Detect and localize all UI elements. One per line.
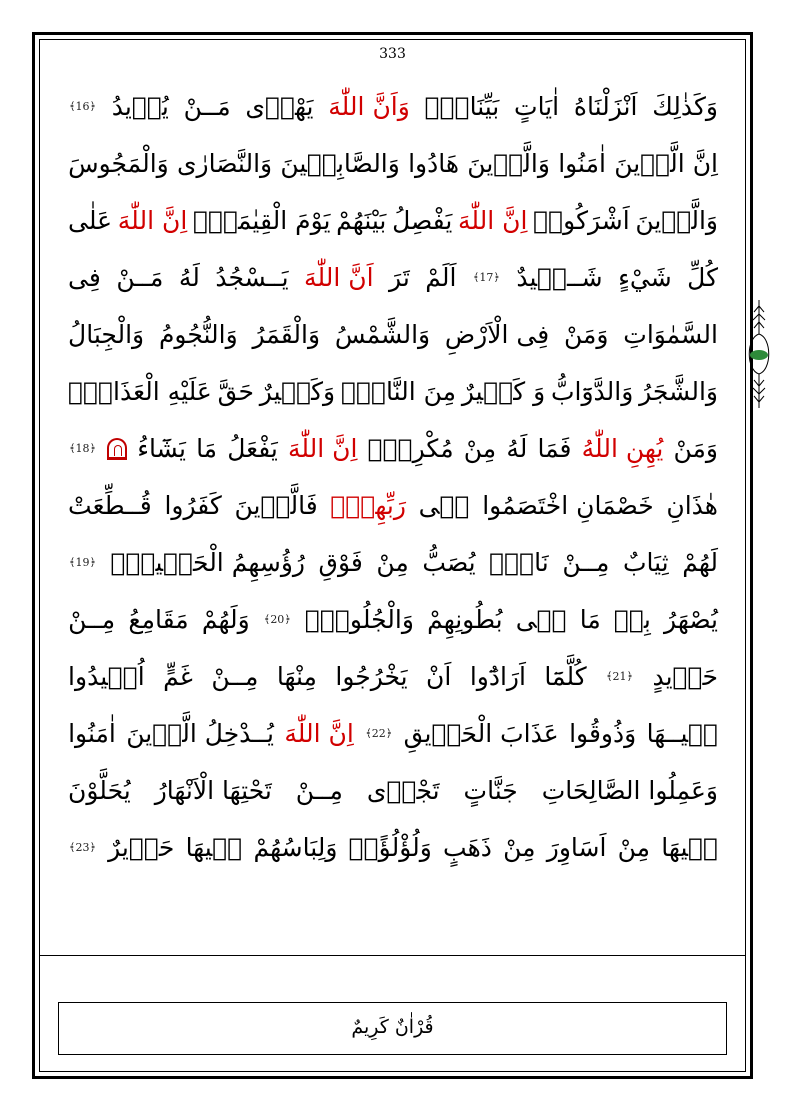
text-line (68, 591, 718, 648)
text-line (68, 420, 718, 477)
word: اَسَاوِرَ (546, 833, 607, 862)
word: وَ كَثٖيرٌ (461, 377, 546, 406)
word: يَفْعَلُ (227, 434, 278, 463)
text-line (68, 705, 718, 762)
word: مِنْهَا (276, 662, 317, 691)
word: بِهٖ (613, 605, 651, 634)
divine-name: وَاَنَّ اللّٰهَ (328, 92, 410, 121)
word: مِنَ النَّاسِۜ (340, 377, 457, 406)
word: وَالدَّوَٓابُّ (550, 377, 634, 406)
word: مِنْ (376, 548, 409, 577)
word: وَالشَّمْسُ (334, 320, 431, 349)
word: غَمٍّ (163, 662, 193, 691)
word: ثِيَابٌ (622, 548, 669, 577)
text-line (68, 534, 718, 591)
word: يُصْهَرُ (664, 605, 718, 634)
word: وَعَمِلُوا الصَّالِحَاتِ (541, 776, 718, 805)
word: فَمَا (537, 434, 572, 463)
word: عَذَابَ الْحَرٖيقِ (403, 719, 559, 748)
word: يُــدْخِلُ الَّذٖينَ (126, 719, 274, 748)
word: حَدٖيدٍ (652, 662, 718, 691)
word: مِــنْ (562, 548, 610, 577)
word: اِنَّ الَّذٖينَ (614, 149, 718, 178)
word: يَفْصِلُ (392, 206, 453, 235)
word: وَالْجِبَالُ (68, 320, 145, 349)
text-line (68, 135, 718, 192)
divine-name: يُهِنِ اللّٰهُ (581, 434, 664, 463)
text-line (68, 363, 718, 420)
word: لَهُ (506, 434, 528, 463)
word: وَالْمَجُوسَ (68, 149, 169, 178)
word: اٰمَنُوا (68, 719, 116, 748)
word: وَالشَّجَرُ (639, 377, 718, 406)
divine-name: اَنَّ اللّٰهَ (304, 263, 374, 292)
word: كَفَرُوا (164, 491, 222, 520)
word: مَــنْ (183, 92, 231, 121)
word: وَلِبَاسُهُمْ (253, 833, 338, 862)
ayah-number-marker: ﴿23﴾ (69, 841, 96, 854)
word: تَحْتِهَا الْاَنْهَارُ (154, 776, 272, 805)
divine-name: اِنَّ اللّٰهَ (457, 206, 528, 235)
page-number: 333 (379, 46, 406, 62)
word: مِنْ (463, 434, 497, 463)
word: هَادُوا (408, 149, 460, 178)
word: يَــسْجُدُ (215, 263, 289, 292)
ayah-number-marker: ﴿17﴾ (472, 271, 500, 284)
word: عَلٰى (68, 206, 113, 235)
word: وَمَنْ (563, 320, 609, 349)
word: وَالصَّابِئٖينَ (280, 149, 400, 178)
word: مِــنْ (295, 776, 343, 805)
text-line (68, 477, 718, 534)
word: جَنَّاتٍ (463, 776, 518, 805)
word: بُطُونِهِمْ (427, 605, 503, 634)
text-line (68, 306, 718, 363)
ayah-number-marker: ﴿21﴾ (606, 670, 633, 683)
word: رُؤُسِهِمُ الْحَمٖيمُۚ (110, 548, 305, 577)
word: لَهُمْ (682, 548, 718, 577)
word: نَارٍۜ (489, 548, 549, 577)
word: مَا (579, 605, 601, 634)
word: وَالَّذٖينَ (635, 206, 718, 235)
word: وَكَثٖيرٌ (259, 377, 336, 406)
word: يُحَلَّوْنَ (68, 776, 131, 805)
word: فَوْقِ (318, 548, 363, 577)
sajda-mihrab-icon (107, 438, 127, 460)
word: السَّمٰوَاتِ (623, 320, 718, 349)
text-line (68, 648, 718, 705)
footer-divider (39, 955, 746, 956)
word: قُــطِّعَتْ (68, 491, 152, 520)
word: وَالْقَمَرُ (252, 320, 321, 349)
word: فٖيهَا (185, 833, 243, 862)
ayah-number-marker: ﴿22﴾ (365, 727, 393, 740)
word: اُعٖيدُوا (68, 662, 145, 691)
word: هٰذَانِ (666, 491, 718, 520)
divine-name: اِنَّ اللّٰهَ (287, 434, 358, 463)
word: حَرٖيرٌ (108, 833, 175, 862)
word: بَيِّنَاتٍۙ (424, 92, 500, 121)
divine-name: اِنَّ اللّٰهَ (117, 206, 188, 235)
text-line (68, 249, 718, 306)
word: حَقَّ (217, 377, 254, 406)
word: اَلَمْ (425, 263, 457, 292)
word: اَرَادُٓوا (469, 662, 526, 691)
word: فِى (68, 263, 101, 292)
word: بَيْنَهُمْ (336, 206, 387, 235)
word: وَمَنْ (673, 434, 718, 463)
word: فٖيهَا (661, 833, 718, 862)
quran-text-block (68, 78, 718, 876)
word: شَــهٖيدٌ (516, 263, 603, 292)
word: فٖيــهَا (646, 719, 718, 748)
word: ذَهَبٍ (443, 833, 492, 862)
ayah-number-marker: ﴿20﴾ (263, 613, 291, 626)
word: وَلُؤْلُؤًاۜ (348, 833, 432, 862)
word: وَالْجُلُودُۜ (304, 605, 414, 634)
text-line (68, 78, 718, 135)
word: يَشَٓاءُ (137, 434, 186, 463)
word: يَهْدٖى (245, 92, 314, 121)
word: خَصْمَانِ اخْتَصَمُوا (482, 491, 654, 520)
word: كُلِّ (687, 263, 718, 292)
word: اَنْزَلْنَاهُ (573, 92, 638, 121)
word: لَهُ (178, 263, 200, 292)
word: وَالَّذٖينَ (467, 149, 550, 178)
word: فَالَّذٖينَ (234, 491, 318, 520)
word: مِــنْ (211, 662, 259, 691)
text-line (68, 192, 718, 249)
word: اٰيَاتٍ (514, 92, 560, 121)
word: مِنْ (617, 833, 651, 862)
word: مَا (196, 434, 218, 463)
word: وَكَذٰلِكَ (652, 92, 718, 121)
word: وَالنَّصَارٰى (176, 149, 273, 178)
divine-name: رَبِّهِمْۘ (330, 491, 406, 520)
word: شَيْءٍ (618, 263, 672, 292)
divine-name: اِنَّ اللّٰهَ (284, 719, 354, 748)
word: مِــنْ (68, 605, 116, 634)
word: اَشْرَكُواۗ (533, 206, 630, 235)
footer-title: قُرْاٰنٌ كَرِيمٌ (351, 1016, 434, 1038)
word: وَلَهُمْ (201, 605, 250, 634)
word: فِى الْاَرْضِ (444, 320, 550, 349)
ayah-number-marker: ﴿16﴾ (69, 100, 96, 113)
ayah-number-marker: ﴿18﴾ (69, 442, 96, 455)
word: عَلَيْهِ الْعَذَابُۜ (68, 377, 212, 406)
word: يُرٖيدُ (111, 92, 169, 121)
word: يَوْمَ الْقِيٰمَةِۜ (192, 206, 331, 235)
juz-marker-ornament-icon (744, 298, 774, 410)
text-line (68, 762, 718, 819)
word: وَالنُّجُومُ (158, 320, 238, 349)
word: تَرَ (389, 263, 410, 292)
word: وَذُوقُوا (569, 719, 637, 748)
word: فٖى (515, 605, 567, 634)
word: مُكْرِمٍۜ (367, 434, 454, 463)
word: يُصَبُّ (422, 548, 476, 577)
word: اٰمَنُوا (558, 149, 606, 178)
word: كُلَّمَٓا (544, 662, 587, 691)
word: فٖى (418, 491, 470, 520)
text-line (68, 819, 718, 876)
word: مِنْ (503, 833, 536, 862)
ayah-number-marker: ﴿19﴾ (69, 556, 96, 569)
word: تَجْرٖى (366, 776, 440, 805)
word: يَخْرُجُوا (335, 662, 408, 691)
word: مَقَامِعُ (128, 605, 189, 634)
word: مَــنْ (116, 263, 164, 292)
word: اَنْ (426, 662, 452, 691)
